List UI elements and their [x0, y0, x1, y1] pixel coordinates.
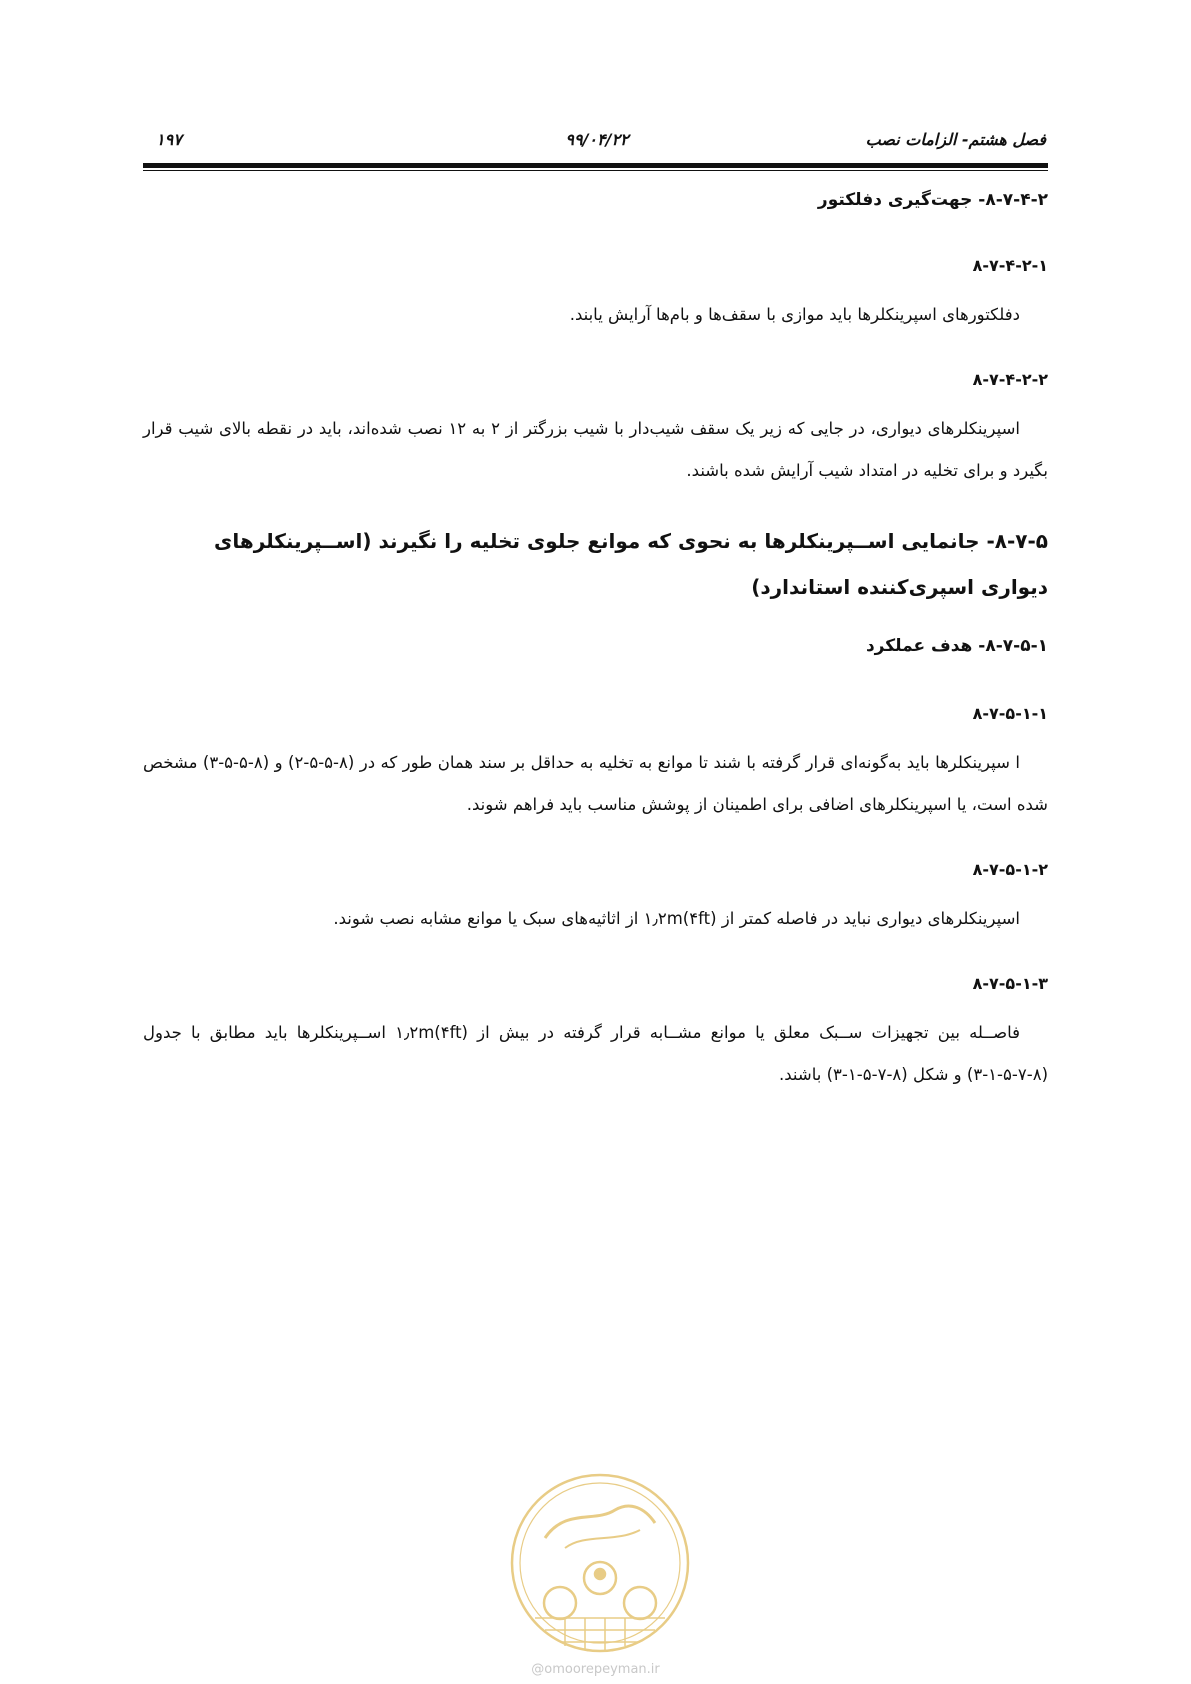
clause-number: ۸-۷-۴-۲-۲ [972, 370, 1048, 389]
section-heading: ۸-۷-۵- جانمایی اســپرینکلرها به نحوی که موانع جلوی تخلیه را نگیرند (اســپرینکلرهای دیواری اسپری‌کننده استاندارد) [213, 529, 1048, 599]
watermark-logo-icon [505, 1468, 695, 1658]
section-heading: ۸-۷-۴-۲- جهت‌گیری دفلکتور [817, 190, 1048, 210]
running-header [148, 130, 1046, 154]
revision-date: ۹۹/۰۴/۲۲ [565, 130, 629, 149]
header-rule-thick [143, 163, 1048, 168]
clause-number: ۸-۷-۵-۱-۱ [972, 704, 1048, 723]
clause-number: ۸-۷-۵-۱-۲ [972, 860, 1048, 879]
header-rule-thin [143, 170, 1048, 171]
page-number: ۱۹۷ [156, 130, 182, 149]
subsection-heading: ۸-۷-۵-۱- هدف عملکرد [865, 636, 1048, 656]
clause-text: اسپرینکلرهای دیواری، در جایی که زیر یک سقف شیب‌دار با شیب بزرگتر از ۲ به ۱۲ نصب شده‌اند، باید در نقطه بالای شیب قرار بگیرد و برای تخلیه در امتداد شیب آرایش شده باشند. [143, 419, 1048, 480]
clause-text: دفلکتورهای اسپرینکلرها باید موازی با سقف‌ها و بام‌ها آرایش یابند. [569, 305, 1020, 324]
clause-text: اسپرینکلرهای دیواری نباید در فاصله کمتر از ۱٫۲m(۴ft) از اثاثیه‌های سبک یا موانع مشابه نصب شوند. [333, 909, 1020, 928]
clause-number: ۸-۷-۴-۲-۱ [972, 256, 1048, 275]
clause-text: فاصــله بین تجهیزات ســبک معلق یا موانع مشــابه قرار گرفته در بیش از ۱٫۲m(۴ft) اســپرینکلرها باید مطابق با جدول (۸-۷-۵-۱-۳) و شکل (۸-۷-۵-۱-۳) باشند. [143, 1023, 1048, 1084]
chapter-title: فصل هشتم- الزامات نصب [865, 130, 1046, 149]
clause-number: ۸-۷-۵-۱-۳ [972, 974, 1048, 993]
watermark-site: @omoorepeyman.ir [531, 1662, 660, 1677]
clause-text: ا سپرینکلرها باید به‌گونه‌ای قرار گرفته با شند تا موانع به تخلیه به حداقل بر سند همان طور که در (۸-۵-۵-۲) و (۸-۵-۵-۳) مشخص شده است، یا اسپرینکلرهای اضافی برای اطمینان از پوشش مناسب باید فراهم شوند. [143, 753, 1048, 814]
